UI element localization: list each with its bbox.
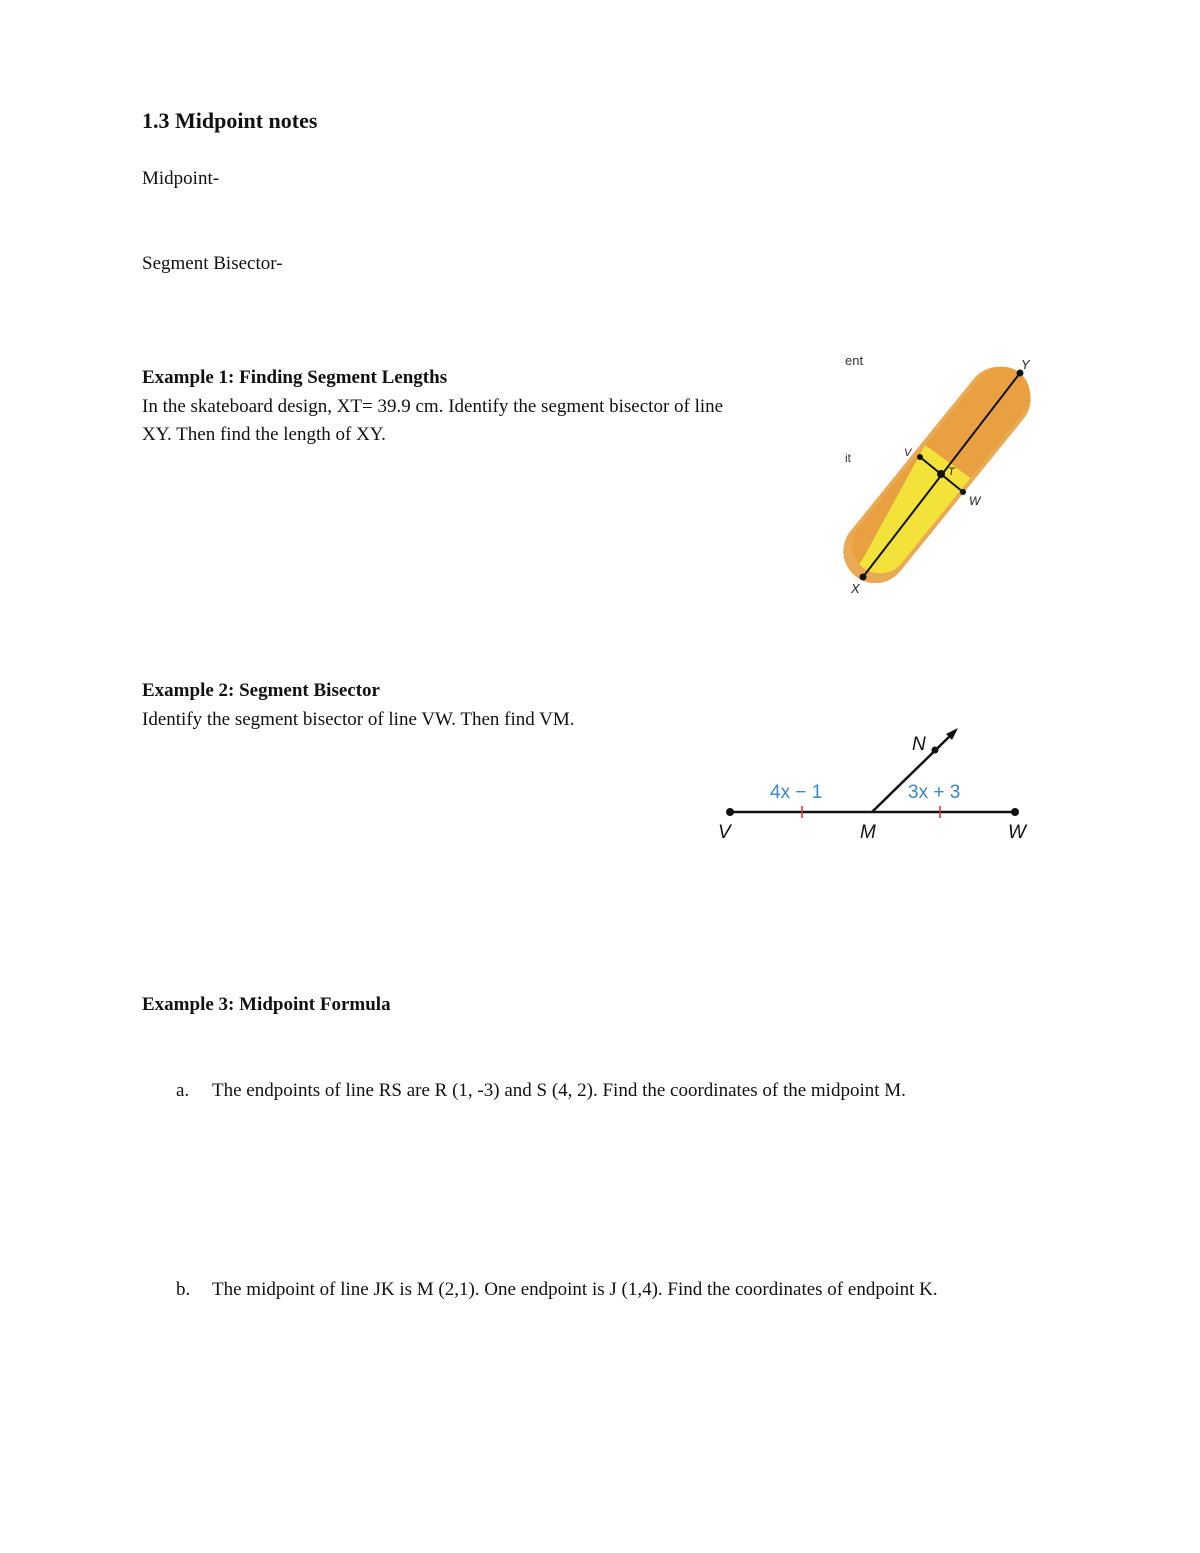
segment-vw-figure [710,720,1050,850]
page-title: 1.3 Midpoint notes [142,108,318,133]
label-t: T [948,466,955,478]
point-w [960,489,966,495]
expr-vm: 4x − 1 [770,782,823,803]
point-n [932,747,939,754]
label-w: W [1008,822,1026,843]
point-w [1011,808,1019,816]
example1-text-line2: XY. Then find the length of XY. [142,424,386,445]
point-t [937,470,945,478]
cropped-text-top: ent [845,353,864,368]
label-v: V [904,447,912,459]
label-m: M [860,822,876,843]
midpoint-term: Midpoint- [142,168,220,189]
label-w: W [969,494,981,508]
example1-text-line1: In the skateboard design, XT= 39.9 cm. Identify the segment bisector of line [142,396,724,417]
list-item-a: The endpoints of line RS are R (1, -3) and S (4, 2). Find the coordinates of the midpoint M. [212,1080,906,1101]
label-y: Y [1021,357,1030,372]
list-item-b: The midpoint of line JK is M (2,1). One endpoint is J (1,4). Find the coordinates of endpoint K. [212,1279,938,1300]
example1-heading: Example 1: Finding Segment Lengths [142,367,448,388]
cropped-text-middle: it [845,451,851,465]
point-v [917,454,923,460]
point-v [726,808,734,816]
label-x: X [851,581,860,596]
label-n: N [912,734,926,755]
point-x [860,574,867,581]
segment-bisector-term: Segment Bisector- [142,253,283,274]
example3-heading: Example 3: Midpoint Formula [142,994,391,1015]
skateboard-figure [835,345,1050,605]
expr-mw: 3x + 3 [908,782,961,803]
example2-heading: Example 2: Segment Bisector [142,680,380,701]
example2-text-line1: Identify the segment bisector of line VW. Then find VM. [142,709,575,730]
list-item-marker-b: b. [176,1279,191,1300]
list-item-marker-a: a. [176,1080,190,1101]
label-v: V [718,822,731,843]
